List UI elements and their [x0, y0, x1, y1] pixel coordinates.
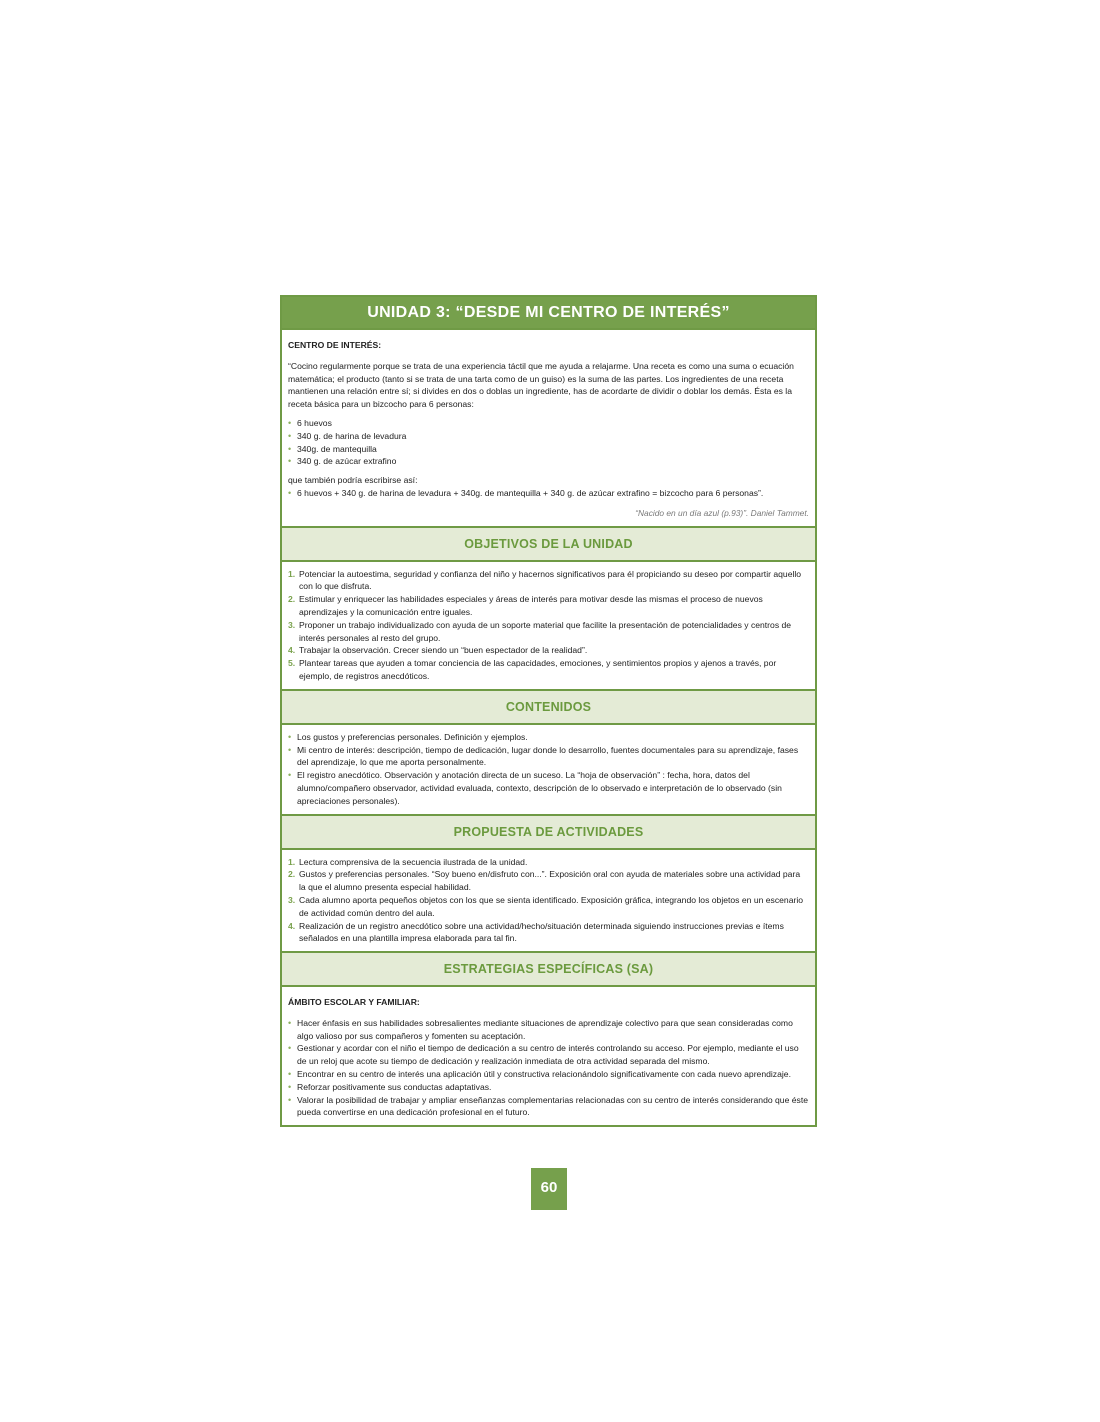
item-text: Estimular y enriquecer las habilidades especiales y áreas de interés para motivar desde las mismas el proceso de nuevos aprendizajes y la comunicación entre iguales. [299, 594, 763, 617]
list-item: • Hacer énfasis en sus habilidades sobresalientes mediante situaciones de aprendizaje colectivo para que sean consideradas como algo valioso por sus compañeros y fomenten su aceptación. [288, 1017, 809, 1043]
item-text: Proponer un trabajo individualizado con ayuda de un soporte material que facilite la presentación de potencialidades y centros de interés personales al resto del grupo. [299, 619, 792, 643]
item-number: 4. [288, 645, 296, 656]
contenidos-list [288, 731, 809, 808]
page-number: 60 [531, 1168, 567, 1210]
list-item [288, 568, 809, 594]
actividades-list [288, 856, 809, 946]
item-number: 3. [288, 894, 296, 905]
list-item [288, 593, 809, 619]
item-number: 1. [288, 856, 296, 867]
actividades-section [282, 850, 815, 952]
objetivos-header: OBJETIVOS DE LA UNIDAD [282, 526, 815, 562]
list-item: • El registro anecdótico. Observación y anotación directa de un suceso. La “hoja de observación” : fecha, hora, datos del alumno/compañero observador, actividad evaluada, contexto, descripción de lo observado e interpretación de lo observado (sin apreciaciones personales). [288, 769, 809, 807]
list-item [288, 644, 809, 657]
estrategias-list [288, 1017, 809, 1119]
list-item: • Mi centro de interés: descripción, tiempo de dedicación, lugar donde lo desarrollo, fuentes documentales para su aprendizaje, fases del aprendizaje, lo que me aporta personalmente. [288, 744, 809, 770]
item-text: Plantear tareas que ayuden a tomar conciencia de las capacidades, emociones, y sentimientos propios y ajenos a través, por ejemplo, de registros anecdóticos. [299, 658, 777, 681]
item-number: 3. [288, 619, 296, 630]
formula-list [288, 487, 809, 500]
objetivos-section [282, 562, 815, 689]
centro-section [282, 330, 815, 526]
list-item: • 340g. de mantequilla [288, 443, 809, 456]
also-text: que también podría escribirse así: [288, 475, 418, 486]
centro-label: CENTRO DE INTERÉS: [288, 340, 382, 350]
list-item [288, 920, 809, 946]
unit-title: UNIDAD 3: “DESDE MI CENTRO DE INTERÉS” [282, 297, 815, 330]
item-text: Lectura comprensiva de la secuencia ilustrada de la unidad. [299, 856, 528, 867]
formula-item: • 6 huevos + 340 g. de harina de levadura + 340g. de mantequilla + 340 g. de azúcar extrafino = bizcocho para 6 personas”. [288, 487, 809, 500]
contenidos-header: CONTENIDOS [282, 689, 815, 725]
ambito-label: ÁMBITO ESCOLAR Y FAMILIAR: [288, 997, 420, 1008]
item-number: 2. [288, 869, 296, 880]
estrategias-section [282, 987, 815, 1125]
list-item: • 6 huevos [288, 417, 809, 430]
citation: “Nacido en un día azul (p.93)”. Daniel Tammet. [635, 507, 809, 518]
item-number: 2. [288, 594, 296, 605]
list-item: • Valorar la posibilidad de trabajar y ampliar enseñanzas complementarias relacionadas con su centro de interés considerando que éste pueda convertirse en una dedicación profesional en el futuro. [288, 1094, 809, 1120]
item-number: 1. [288, 568, 296, 579]
item-text: Cada alumno aporta pequeños objetos con los que se sienta identificado. Exposición gráfica, integrando los objetos en un escenario de actividad común dentro del aula. [299, 894, 804, 918]
actividades-header: PROPUESTA DE ACTIVIDADES [282, 814, 815, 850]
contenidos-section [282, 725, 815, 814]
ingredients-list [288, 417, 809, 468]
list-item [288, 856, 809, 869]
list-item [288, 657, 809, 683]
list-item: • 340 g. de harina de levadura [288, 430, 809, 443]
list-item: • Los gustos y preferencias personales. Definición y ejemplos. [288, 731, 809, 744]
centro-quote: “Cocino regularmente porque se trata de una experiencia táctil que me ayuda a relajarme. Una receta es como una suma o ecuación matemática; el producto (tanto si se trata de una tarta como de un guiso) es la suma de las partes. Los ingredientes de una receta mantienen una relación entre sí; si divides en dos o doblas un ingrediente, has de acordarte de dividir o doblar los demás. Ésta es la receta básica para un bizcocho para 6 personas: [288, 360, 794, 410]
list-item [288, 894, 809, 920]
list-item: • Encontrar en su centro de interés una aplicación útil y constructiva relacionándolo significativamente con cada nuevo aprendizaje. [288, 1068, 809, 1081]
list-item: • 340 g. de azúcar extrafino [288, 455, 809, 468]
item-text: Gustos y preferencias personales. “Soy bueno en/disfruto con...”. Exposición oral con ayuda de materiales sobre una actividad para la que el alumno presenta especial habilidad. [299, 869, 801, 893]
item-text: Trabajar la observación. Crecer siendo un “buen espectador de la realidad”. [299, 645, 588, 656]
estrategias-header: ESTRATEGIAS ESPECÍFICAS (SA) [282, 951, 815, 987]
list-item [288, 619, 809, 645]
objetivos-list [288, 568, 809, 683]
item-number: 4. [288, 920, 296, 931]
list-item [288, 868, 809, 894]
item-number: 5. [288, 658, 296, 669]
unit-box [280, 295, 817, 1127]
item-text: Potenciar la autoestima, seguridad y confianza del niño y hacernos significativos para él propiciando su deseo por compartir aquello con lo que disfruta. [299, 568, 802, 592]
item-text: Realización de un registro anecdótico sobre una actividad/hecho/situación determinada siguiendo instrucciones previas e ítems señalados en una plantilla impresa elaborada para tal fin. [299, 920, 784, 944]
list-item: • Reforzar positivamente sus conductas adaptativas. [288, 1081, 809, 1094]
list-item: • Gestionar y acordar con el niño el tiempo de dedicación a su centro de interés controlando su acceso. Por ejemplo, mediante el uso de un reloj que acote su tiempo de dedicación y realización inmediata de otra actividad separada del mismo. [288, 1042, 809, 1068]
